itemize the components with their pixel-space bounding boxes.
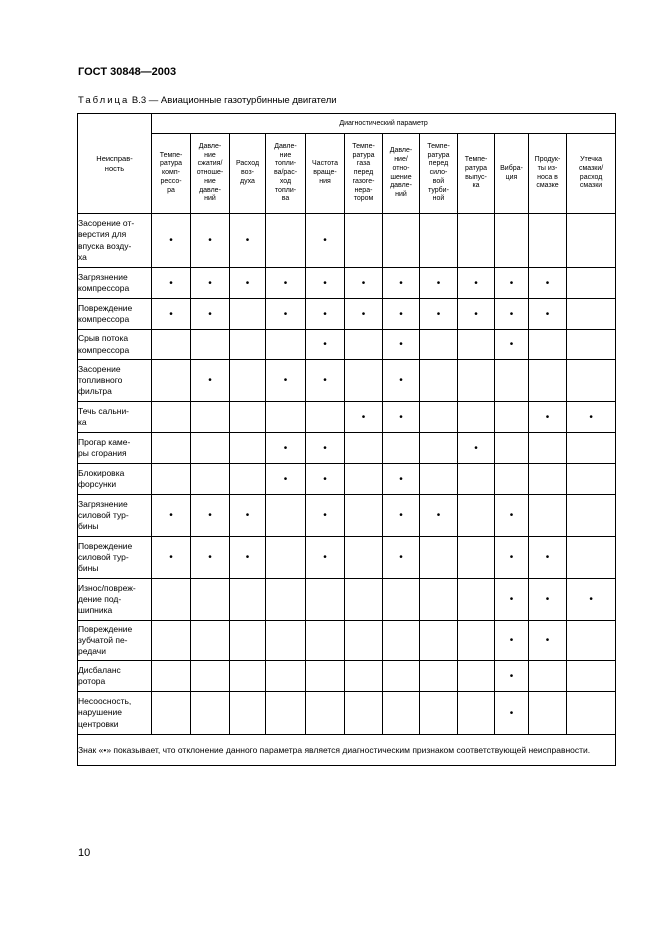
diagnostic-mark: • <box>458 299 495 330</box>
empty-cell <box>567 537 616 579</box>
empty-cell <box>495 433 529 464</box>
diagnostic-mark: • <box>495 537 529 579</box>
empty-cell <box>191 330 230 360</box>
diagnostic-mark: • <box>345 299 383 330</box>
diagnostic-mark: • <box>306 299 345 330</box>
param-column-header: Давле- ние сжатия/ отноше- ние давле- ний <box>191 134 230 214</box>
diagnostic-mark: • <box>306 214 345 268</box>
diagnostic-mark: • <box>567 402 616 433</box>
empty-cell <box>345 579 383 621</box>
empty-cell <box>191 621 230 661</box>
empty-cell <box>345 360 383 402</box>
document-header: ГОСТ 30848—2003 <box>78 66 177 78</box>
empty-cell <box>420 464 458 495</box>
empty-cell <box>567 299 616 330</box>
empty-cell <box>567 214 616 268</box>
diagnostic-mark: • <box>230 495 266 537</box>
diagnostic-mark: • <box>383 268 420 299</box>
empty-cell <box>266 330 306 360</box>
empty-cell <box>495 464 529 495</box>
empty-cell <box>191 433 230 464</box>
empty-cell <box>458 661 495 692</box>
empty-cell <box>345 433 383 464</box>
empty-cell <box>266 621 306 661</box>
empty-cell <box>230 299 266 330</box>
empty-cell <box>458 330 495 360</box>
page-number: 10 <box>78 847 91 859</box>
fault-name: Загрязнение силовой тур- бины <box>78 495 152 537</box>
table-row <box>78 579 616 621</box>
diagnostic-mark: • <box>495 268 529 299</box>
empty-cell <box>529 692 567 735</box>
empty-cell <box>458 579 495 621</box>
diagnostic-mark: • <box>529 268 567 299</box>
diagnostic-mark: • <box>495 299 529 330</box>
diagnostic-mark: • <box>266 360 306 402</box>
empty-cell <box>495 214 529 268</box>
empty-cell <box>230 661 266 692</box>
diagnostic-mark: • <box>458 268 495 299</box>
empty-cell <box>230 330 266 360</box>
diagnostic-mark: • <box>495 495 529 537</box>
param-column-header: Темпе- ратура перед сило- вой турби- ной <box>420 134 458 214</box>
fault-name: Повреждение зубчатой пе- редачи <box>78 621 152 661</box>
table-row <box>78 214 616 268</box>
table-row <box>78 433 616 464</box>
empty-cell <box>152 579 191 621</box>
diagnostic-mark: • <box>191 268 230 299</box>
diagnostic-mark: • <box>191 537 230 579</box>
diagnostic-mark: • <box>383 360 420 402</box>
empty-cell <box>383 214 420 268</box>
empty-cell <box>345 537 383 579</box>
caption-number: В.3 <box>131 95 147 106</box>
empty-cell <box>191 579 230 621</box>
diagnostic-mark: • <box>420 495 458 537</box>
diagnostic-mark: • <box>345 268 383 299</box>
table-row <box>78 268 616 299</box>
empty-cell <box>458 621 495 661</box>
param-column-header: Темпе- ратура комп- рессо- ра <box>152 134 191 214</box>
table-row <box>78 661 616 692</box>
empty-cell <box>152 621 191 661</box>
empty-cell <box>266 579 306 621</box>
diagnostic-mark: • <box>306 464 345 495</box>
diagnostic-mark: • <box>383 299 420 330</box>
empty-cell <box>191 402 230 433</box>
table-note: Знак «•» показывает, что отклонение данного параметра является диагностическим признаком соответствующей неисправности. <box>78 735 616 766</box>
empty-cell <box>345 692 383 735</box>
diagnostic-mark: • <box>230 537 266 579</box>
diagnostic-mark: • <box>529 402 567 433</box>
empty-cell <box>567 495 616 537</box>
empty-cell <box>567 360 616 402</box>
empty-cell <box>152 433 191 464</box>
diagnostic-mark: • <box>495 621 529 661</box>
param-column-header: Темпе- ратура газа перед газоге- нера- тором <box>345 134 383 214</box>
param-column-header: Давле- ние топли- ва/рас- ход топли- ва <box>266 134 306 214</box>
empty-cell <box>420 433 458 464</box>
empty-cell <box>529 214 567 268</box>
table-row <box>78 402 616 433</box>
empty-cell <box>266 495 306 537</box>
empty-cell <box>345 464 383 495</box>
diagnostic-mark: • <box>266 299 306 330</box>
diagnostic-mark: • <box>266 268 306 299</box>
empty-cell <box>152 464 191 495</box>
empty-cell <box>230 579 266 621</box>
empty-cell <box>529 661 567 692</box>
diagnostic-mark: • <box>152 495 191 537</box>
empty-cell <box>458 214 495 268</box>
diagnostic-mark: • <box>495 692 529 735</box>
diagnostic-mark: • <box>306 330 345 360</box>
diagnostic-mark: • <box>495 579 529 621</box>
diagnostic-mark: • <box>345 402 383 433</box>
param-column-header: Давле- ние/ отно- шение давле- ний <box>383 134 420 214</box>
empty-cell <box>420 661 458 692</box>
empty-cell <box>495 402 529 433</box>
parameter-group-header: Диагностический параметр <box>152 114 616 134</box>
diagnostic-mark: • <box>529 579 567 621</box>
fault-name: Засорение от- верстия для впуска возду- ха <box>78 214 152 268</box>
table-caption <box>78 95 337 106</box>
empty-cell <box>152 360 191 402</box>
empty-cell <box>345 330 383 360</box>
param-column-header: Темпе- ратура выпус- ка <box>458 134 495 214</box>
fault-name: Засорение топливного фильтра <box>78 360 152 402</box>
table-row <box>78 360 616 402</box>
empty-cell <box>567 268 616 299</box>
fault-name: Прогар каме- ры сгорания <box>78 433 152 464</box>
empty-cell <box>266 661 306 692</box>
empty-cell <box>383 433 420 464</box>
empty-cell <box>383 621 420 661</box>
fault-name: Несоосность, нарушение центровки <box>78 692 152 735</box>
empty-cell <box>230 464 266 495</box>
diagnostic-mark: • <box>420 299 458 330</box>
diagnostic-mark: • <box>306 360 345 402</box>
diagnostic-mark: • <box>152 537 191 579</box>
empty-cell <box>529 495 567 537</box>
diagnostic-mark: • <box>230 214 266 268</box>
fault-name: Блокировка форсунки <box>78 464 152 495</box>
fault-column-header: Неисправ- ность <box>78 114 152 214</box>
diagnostic-mark: • <box>191 299 230 330</box>
empty-cell <box>383 579 420 621</box>
table-row <box>78 464 616 495</box>
fault-name: Износ/повреж- дение под- шипника <box>78 579 152 621</box>
empty-cell <box>230 360 266 402</box>
diagnostic-mark: • <box>152 214 191 268</box>
empty-cell <box>152 661 191 692</box>
diagnostic-mark: • <box>383 537 420 579</box>
empty-cell <box>266 692 306 735</box>
diagnostic-mark: • <box>529 537 567 579</box>
empty-cell <box>306 402 345 433</box>
empty-cell <box>529 464 567 495</box>
empty-cell <box>420 214 458 268</box>
diagnostic-mark: • <box>306 433 345 464</box>
empty-cell <box>529 360 567 402</box>
diagnostics-table <box>77 113 616 766</box>
table-row <box>78 495 616 537</box>
empty-cell <box>458 495 495 537</box>
diagnostic-mark: • <box>306 537 345 579</box>
diagnostic-mark: • <box>266 464 306 495</box>
diagnostic-mark: • <box>383 330 420 360</box>
empty-cell <box>230 692 266 735</box>
empty-cell <box>383 661 420 692</box>
empty-cell <box>458 464 495 495</box>
diagnostic-mark: • <box>266 433 306 464</box>
param-column-header: Вибра- ция <box>495 134 529 214</box>
diagnostic-mark: • <box>191 360 230 402</box>
diagnostic-mark: • <box>529 299 567 330</box>
empty-cell <box>529 433 567 464</box>
empty-cell <box>266 402 306 433</box>
empty-cell <box>191 692 230 735</box>
caption-title: — Авиационные газотурбинные двигатели <box>148 95 337 106</box>
empty-cell <box>567 661 616 692</box>
empty-cell <box>345 495 383 537</box>
table-row <box>78 299 616 330</box>
param-column-header: Расход воз- духа <box>230 134 266 214</box>
diagnostic-mark: • <box>567 579 616 621</box>
empty-cell <box>495 360 529 402</box>
empty-cell <box>266 214 306 268</box>
empty-cell <box>191 464 230 495</box>
diagnostic-mark: • <box>458 433 495 464</box>
empty-cell <box>458 360 495 402</box>
empty-cell <box>383 692 420 735</box>
diagnostic-mark: • <box>230 268 266 299</box>
empty-cell <box>567 464 616 495</box>
diagnostic-mark: • <box>495 661 529 692</box>
empty-cell <box>420 692 458 735</box>
empty-cell <box>266 537 306 579</box>
empty-cell <box>567 621 616 661</box>
empty-cell <box>420 537 458 579</box>
empty-cell <box>420 330 458 360</box>
caption-label: Таблица <box>78 95 130 106</box>
diagnostic-mark: • <box>306 268 345 299</box>
fault-name: Дисбаланс ротора <box>78 661 152 692</box>
empty-cell <box>191 661 230 692</box>
empty-cell <box>306 579 345 621</box>
diagnostic-mark: • <box>152 299 191 330</box>
diagnostic-mark: • <box>420 268 458 299</box>
fault-name: Загрязнение компрессора <box>78 268 152 299</box>
diagnostic-mark: • <box>306 495 345 537</box>
param-column-header: Продук- ты из- носа в смазке <box>529 134 567 214</box>
fault-name: Срыв потока компрессора <box>78 330 152 360</box>
empty-cell <box>230 433 266 464</box>
diagnostic-mark: • <box>495 330 529 360</box>
empty-cell <box>152 402 191 433</box>
empty-cell <box>420 579 458 621</box>
empty-cell <box>567 433 616 464</box>
diagnostic-mark: • <box>383 495 420 537</box>
empty-cell <box>230 621 266 661</box>
empty-cell <box>458 402 495 433</box>
fault-name: Повреждение силовой тур- бины <box>78 537 152 579</box>
empty-cell <box>567 330 616 360</box>
empty-cell <box>345 661 383 692</box>
param-column-header: Утечка смазки/ расход смазки <box>567 134 616 214</box>
empty-cell <box>529 330 567 360</box>
param-column-header: Частота враще- ния <box>306 134 345 214</box>
diagnostic-mark: • <box>383 464 420 495</box>
empty-cell <box>420 402 458 433</box>
table-row <box>78 621 616 661</box>
diagnostic-mark: • <box>152 268 191 299</box>
empty-cell <box>458 537 495 579</box>
empty-cell <box>458 692 495 735</box>
fault-name: Повреждение компрессора <box>78 299 152 330</box>
empty-cell <box>306 661 345 692</box>
diagnostic-mark: • <box>191 214 230 268</box>
empty-cell <box>567 692 616 735</box>
empty-cell <box>306 692 345 735</box>
empty-cell <box>420 360 458 402</box>
empty-cell <box>345 214 383 268</box>
empty-cell <box>306 621 345 661</box>
table-row <box>78 330 616 360</box>
empty-cell <box>230 402 266 433</box>
empty-cell <box>420 621 458 661</box>
diagnostic-mark: • <box>191 495 230 537</box>
empty-cell <box>345 621 383 661</box>
fault-name: Течь сальни- ка <box>78 402 152 433</box>
table-row <box>78 692 616 735</box>
diagnostic-mark: • <box>529 621 567 661</box>
empty-cell <box>152 692 191 735</box>
diagnostic-mark: • <box>383 402 420 433</box>
table-row <box>78 537 616 579</box>
empty-cell <box>152 330 191 360</box>
